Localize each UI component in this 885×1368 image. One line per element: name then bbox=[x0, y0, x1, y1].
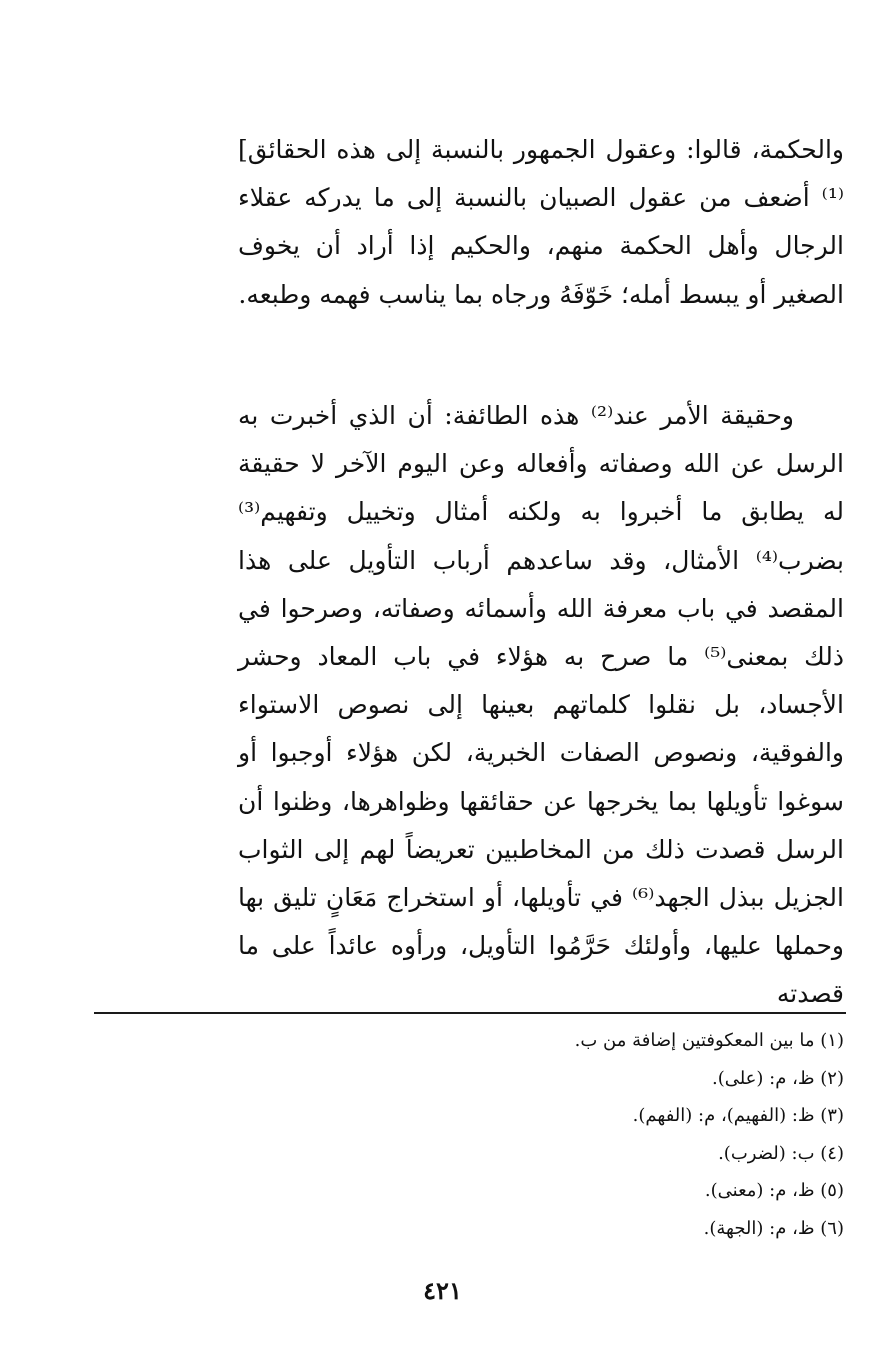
footnote-3: (٣) ظ: (الفهيم)، م: (الفهم). bbox=[632, 1105, 844, 1126]
footnotes bbox=[94, 1022, 844, 1247]
footnote-1: (١) ما بين المعكوفتين إضافة من ب. bbox=[574, 1030, 844, 1051]
footnote-6: (٦) ظ، م: (الجهة). bbox=[703, 1217, 844, 1239]
footnote-2: (٢) ظ، م: (على). bbox=[711, 1067, 844, 1089]
page-number: ٤٢١ bbox=[423, 1276, 462, 1305]
paragraph-2: وحقيقة الأمر عند⁽²⁾ هذه الطائفة: أن الذي أخبرت به الرسل عن الله وصفاته وأفعاله وعن اليوم الآخر لا حقيقة له يطابق ما أخبروا به ولكنه أمثال وتخييل وتفهيم⁽³⁾ بضرب⁽⁴⁾ الأمثال، وقد ساعدهم أرباب التأويل على هذا المقصد في باب معرفة الله وأسمائه وصفاته، وصرحوا في ذلك بمعنى⁽⁵⁾ ما صرح به هؤلاء في باب المعاد وحشر الأجساد، بل نقلوا كلماتهم بعينها إلى نصوص الاستواء والفوقية، ونصوص الصفات الخبرية، لكن هؤلاء أوجبوا أو سوغوا تأويلها بما يخرجها عن حقائقها وظواهرها، وظنوا أن الرسل قصدت ذلك من المخاطبين تعريضاً لهم إلى الثواب الجزيل ببذل الجهد⁽⁶⁾ في تأويلها، أو استخراج مَعَانٍ تليق بها وحملها عليها، وأولئك حَرَّمُوا التأويل، ورأوه عائداً على ما قصدته bbox=[238, 401, 844, 1009]
footnote-separator bbox=[94, 1012, 846, 1014]
footnote-5: (٥) ظ، م: (معنى). bbox=[704, 1180, 844, 1201]
footnote-4: (٤) ب: (لضرب). bbox=[718, 1142, 844, 1164]
paragraph-1: والحكمة، قالوا: وعقول الجمهور بالنسبة إلى هذه الحقائق]⁽¹⁾ أضعف من عقول الصبيان بالنسبة إلى ما يدركه عقلاء الرجال وأهل الحكمة منهم، والحكيم إذا أراد أن يخوف الصغير أو يبسط أمله؛ خَوّفَهُ ورجاه بما يناسب فهمه وطبعه. bbox=[238, 135, 844, 309]
